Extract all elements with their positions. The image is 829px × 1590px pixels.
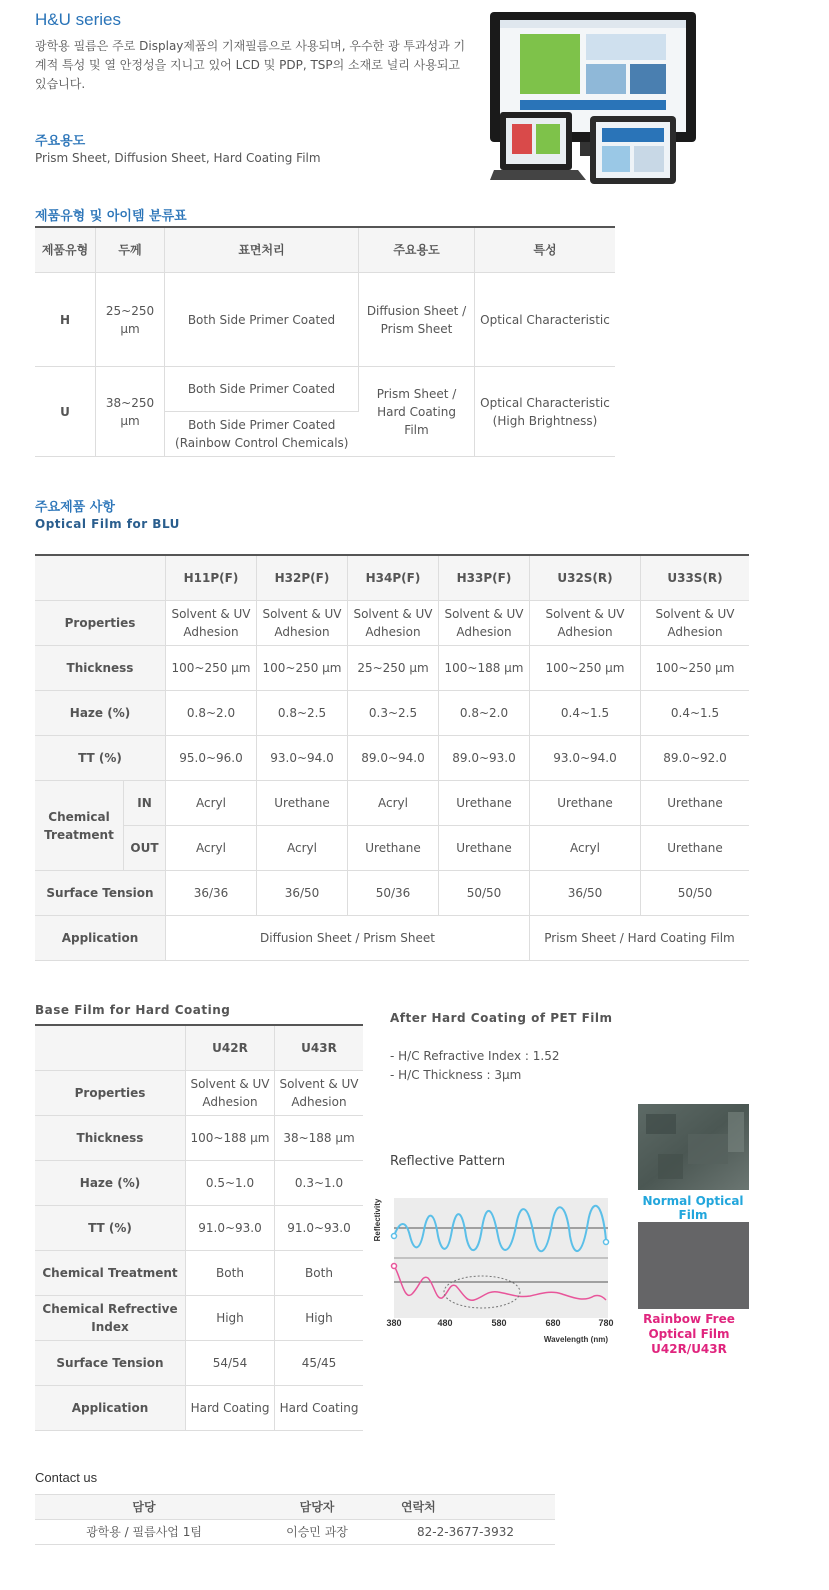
x-tick-label: 380 <box>386 1318 402 1328</box>
x-axis-label: Wavelength (nm) <box>543 1335 608 1344</box>
cell: 100~250 μm <box>641 646 750 691</box>
x-tick-label: 780 <box>598 1318 614 1328</box>
cell: Urethane <box>530 781 641 826</box>
u-usage: Prism Sheet / Hard Coating Film <box>359 367 475 457</box>
contact-col-header: 담당 <box>35 1495 253 1520</box>
x-tick-label: 680 <box>545 1318 561 1328</box>
row-label-chemical: Chemical Treatment <box>35 781 124 871</box>
cell: Both <box>186 1251 275 1296</box>
type-h: H <box>35 273 96 367</box>
cell: High <box>186 1296 275 1341</box>
cell: Solvent & UV Adhesion <box>439 601 530 646</box>
cell: 95.0~96.0 <box>166 736 257 781</box>
cell: High <box>275 1296 364 1341</box>
row-label-haze: Haze (%) <box>35 691 166 736</box>
contact-col-header: 연락처 <box>381 1495 555 1520</box>
cell: 100~250 μm <box>166 646 257 691</box>
row-label-application: Application <box>35 916 166 961</box>
row-label-tt: TT (%) <box>35 1206 186 1251</box>
cell: Urethane <box>641 781 750 826</box>
cell: 93.0~94.0 <box>530 736 641 781</box>
cell: 0.8~2.5 <box>257 691 348 736</box>
cell: 91.0~93.0 <box>275 1206 364 1251</box>
u-surface-2: Both Side Primer Coated (Rainbow Control Chemicals) <box>165 412 359 457</box>
reflective-pattern-heading: Reflective Pattern <box>390 1154 506 1169</box>
model-header: U32S(R) <box>530 555 641 601</box>
row-label-in: IN <box>124 781 166 826</box>
h-thickness: 25~250 μm <box>96 273 165 367</box>
cell: Acryl <box>348 781 439 826</box>
cell: 50/36 <box>348 871 439 916</box>
cell: Solvent & UV Adhesion <box>186 1071 275 1116</box>
model-header: U43R <box>275 1025 364 1071</box>
row-label-chem-treatment: Chemical Treatment <box>35 1251 186 1296</box>
cell: 36/36 <box>166 871 257 916</box>
contact-heading: Contact us <box>35 1470 98 1485</box>
cell: 100~250 μm <box>257 646 348 691</box>
row-label-application: Application <box>35 1386 186 1431</box>
cell: 0.8~2.0 <box>166 691 257 736</box>
cell: Both <box>275 1251 364 1296</box>
h-surface: Both Side Primer Coated <box>165 273 359 367</box>
reflective-pattern-diagram <box>370 1190 620 1350</box>
normal-film-label: Normal Optical Film <box>642 1194 744 1222</box>
page-title: H&U series <box>35 10 121 29</box>
cell: Urethane <box>439 781 530 826</box>
cell: 0.4~1.5 <box>530 691 641 736</box>
cell: Urethane <box>439 826 530 871</box>
cell: 45/45 <box>275 1341 364 1386</box>
cell: 0.8~2.0 <box>439 691 530 736</box>
cell: Hard Coating <box>275 1386 364 1431</box>
cell: 100~188 μm <box>186 1116 275 1161</box>
cell: Hard Coating <box>186 1386 275 1431</box>
classification-heading: 제품유형 및 아이템 분류표 <box>35 209 187 224</box>
cell: 36/50 <box>530 871 641 916</box>
usage-heading: 주요용도 <box>35 134 86 149</box>
cell: Solvent & UV Adhesion <box>275 1071 364 1116</box>
cell: Urethane <box>257 781 348 826</box>
model-header: H32P(F) <box>257 555 348 601</box>
normal-curve-end-dot <box>604 1240 609 1245</box>
model-header: U33S(R) <box>641 555 750 601</box>
refractive-index-line: - H/C Refractive Index : 1.52 <box>390 1049 560 1063</box>
model-header: H33P(F) <box>439 555 530 601</box>
row-label-haze: Haze (%) <box>35 1161 186 1206</box>
cell: 0.3~1.0 <box>275 1161 364 1206</box>
model-header: H11P(F) <box>166 555 257 601</box>
contact-phone[interactable]: 82-2-3677-3932 <box>381 1520 555 1545</box>
usage-text: Prism Sheet, Diffusion Sheet, Hard Coating Film <box>35 151 321 165</box>
contact-table <box>35 1494 555 1545</box>
row-label-chem-index: Chemical Refrective Index <box>35 1296 186 1341</box>
classification-table <box>35 226 615 457</box>
corner-cell <box>35 555 166 601</box>
h-usage: Diffusion Sheet / Prism Sheet <box>359 273 475 367</box>
u-feature: Optical Characteristic (High Brightness) <box>475 367 616 457</box>
row-label-properties: Properties <box>35 1071 186 1116</box>
hard-coating-table <box>35 1024 363 1431</box>
u-surface-1: Both Side Primer Coated <box>165 367 359 412</box>
cell: Acryl <box>166 826 257 871</box>
row-label-properties: Properties <box>35 601 166 646</box>
contact-person: 이승민 과장 <box>253 1520 381 1545</box>
row-label-thickness: Thickness <box>35 646 166 691</box>
intro-text: 광학용 필름은 주로 Display제품의 기재필름으로 사용되며, 우수한 광 투과성과 기계적 특성 및 열 안정성을 지니고 있어 LCD 및 PDP, TSP의 소재로 널리 사용되고 있습니다. <box>35 39 466 91</box>
cell: 89.0~94.0 <box>348 736 439 781</box>
cell: 50/50 <box>641 871 750 916</box>
cell: Urethane <box>641 826 750 871</box>
normal-curve-start-dot <box>392 1234 397 1239</box>
x-tick-label: 480 <box>437 1318 453 1328</box>
cell: Solvent & UV Adhesion <box>641 601 750 646</box>
hard-coating-heading: Base Film for Hard Coating <box>35 1003 231 1017</box>
col-header: 표면처리 <box>165 227 359 273</box>
cell: Solvent & UV Adhesion <box>530 601 641 646</box>
cell: 89.0~93.0 <box>439 736 530 781</box>
cell: 91.0~93.0 <box>186 1206 275 1251</box>
y-axis-label: Reflectivity <box>373 1198 382 1242</box>
cell: 89.0~92.0 <box>641 736 750 781</box>
cell: Solvent & UV Adhesion <box>348 601 439 646</box>
x-tick-label: 580 <box>491 1318 507 1328</box>
cell: Acryl <box>257 826 348 871</box>
corner-cell <box>35 1025 186 1071</box>
contact-col-header: 담당자 <box>253 1495 381 1520</box>
cell: 54/54 <box>186 1341 275 1386</box>
cell: 0.3~2.5 <box>348 691 439 736</box>
cell: Solvent & UV Adhesion <box>166 601 257 646</box>
rainbow-free-film-photo <box>638 1222 749 1309</box>
cell: 0.5~1.0 <box>186 1161 275 1206</box>
thickness-line: - H/C Thickness : 3μm <box>390 1068 522 1082</box>
cell: Solvent & UV Adhesion <box>257 601 348 646</box>
type-u: U <box>35 367 96 457</box>
blu-subheading: Optical Film for BLU <box>35 517 180 531</box>
row-label-tt: TT (%) <box>35 736 166 781</box>
normal-film-photo <box>638 1104 749 1190</box>
blu-table <box>35 554 749 961</box>
after-coating-heading: After Hard Coating of PET Film <box>390 1011 613 1025</box>
cell: Prism Sheet / Hard Coating Film <box>530 916 750 961</box>
cell: 93.0~94.0 <box>257 736 348 781</box>
model-header: H34P(F) <box>348 555 439 601</box>
devices-illustration <box>490 12 700 190</box>
row-label-surface-tension: Surface Tension <box>35 871 166 916</box>
cell: 25~250 μm <box>348 646 439 691</box>
cell: Diffusion Sheet / Prism Sheet <box>166 916 530 961</box>
rainbow-curve-start-dot <box>392 1264 397 1269</box>
col-header: 두께 <box>96 227 165 273</box>
row-label-surface-tension: Surface Tension <box>35 1341 186 1386</box>
cell: 50/50 <box>439 871 530 916</box>
cell: 100~188 μm <box>439 646 530 691</box>
cell: Acryl <box>530 826 641 871</box>
cell: 38~188 μm <box>275 1116 364 1161</box>
col-header: 특성 <box>475 227 616 273</box>
cell: 100~250 μm <box>530 646 641 691</box>
contact-team: 광학용 / 필름사업 1팀 <box>35 1520 253 1545</box>
cell: 36/50 <box>257 871 348 916</box>
main-products-heading: 주요제품 사항 <box>35 500 115 515</box>
col-header: 주요용도 <box>359 227 475 273</box>
u-thickness: 38~250 μm <box>96 367 165 457</box>
row-label-thickness: Thickness <box>35 1116 186 1161</box>
h-feature: Optical Characteristic <box>475 273 616 367</box>
cell: Urethane <box>348 826 439 871</box>
rainbow-free-film-label: Rainbow Free Optical Film U42R/U43R <box>643 1312 735 1356</box>
row-label-out: OUT <box>124 826 166 871</box>
model-header: U42R <box>186 1025 275 1071</box>
col-header: 제품유형 <box>35 227 96 273</box>
cell: 0.4~1.5 <box>641 691 750 736</box>
cell: Acryl <box>166 781 257 826</box>
